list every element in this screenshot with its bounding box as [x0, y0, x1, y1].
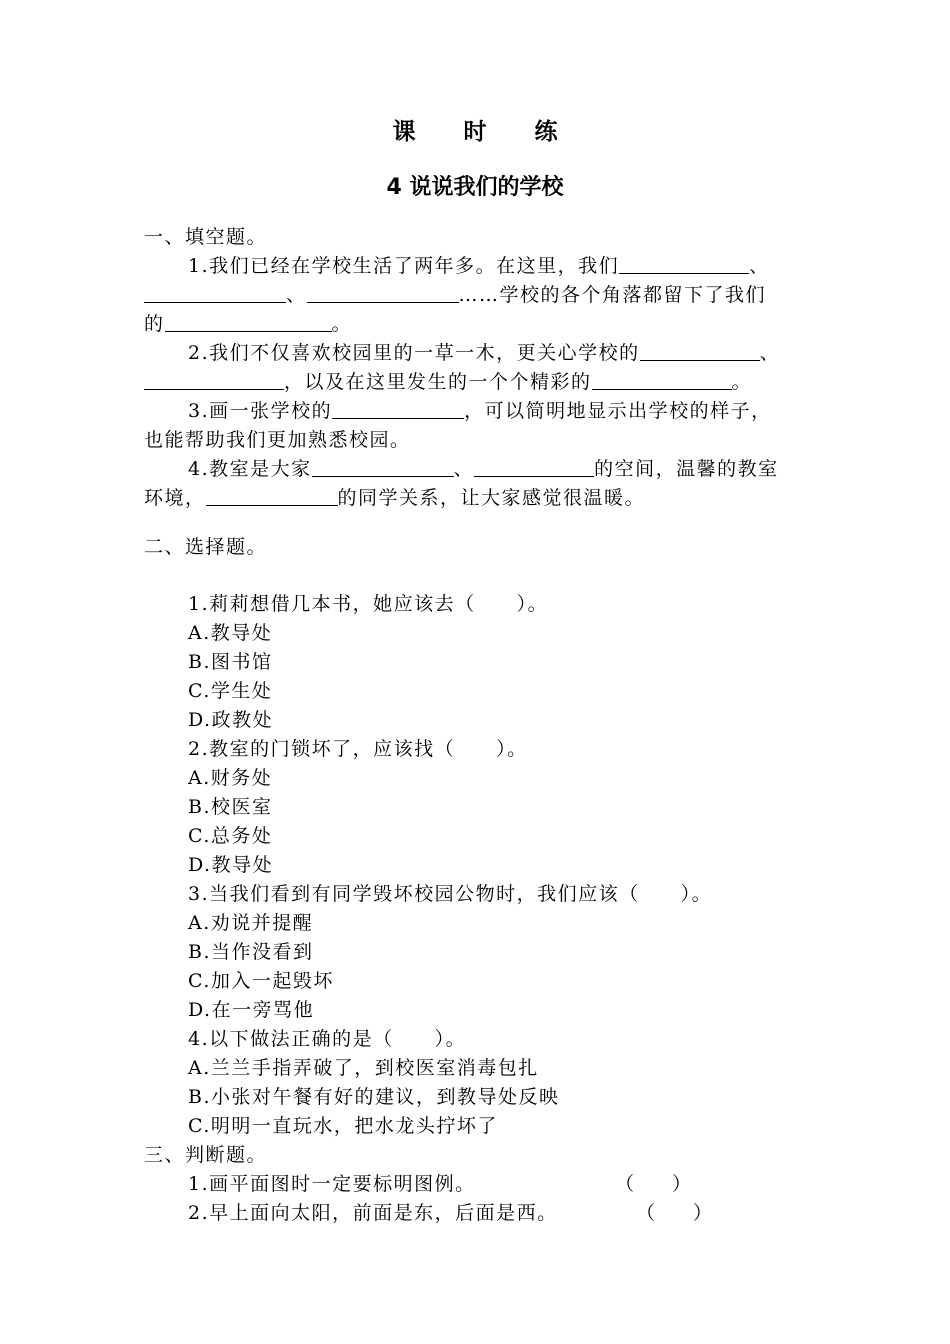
punctuation: 、 [286, 284, 307, 306]
answer-blank[interactable] [144, 282, 286, 303]
choice-option[interactable]: A.兰兰手指弄破了，到校医室消毒包扎 [188, 1057, 539, 1079]
judge-question-2: 2.早上面向太阳，前面是东，后面是西。 [188, 1202, 558, 1224]
fill-question-1-line-2 [144, 281, 766, 310]
question-text: ，可以简明地显示出学校的样子， [464, 400, 772, 422]
choice-question-4-stem: 4.以下做法正确的是（ ）。 [188, 1028, 467, 1050]
choice-question-1-stem: 1.莉莉想借几本书，她应该去（ ）。 [188, 593, 549, 615]
answer-blank[interactable] [332, 398, 464, 419]
choice-option[interactable]: B.校医室 [188, 796, 273, 818]
choice-option[interactable]: A.教导处 [188, 622, 273, 644]
punctuation: 、 [749, 255, 770, 277]
choice-question-3-stem: 3.当我们看到有同学毁坏校园公物时，我们应该（ ）。 [188, 883, 713, 905]
fill-question-4-line-1 [188, 455, 779, 484]
choice-option[interactable]: C.明明一直玩水，把水龙头拧坏了 [188, 1115, 498, 1137]
answer-blank[interactable] [144, 369, 284, 390]
answer-blank[interactable] [165, 311, 332, 332]
section-heading-true-false: 三、判断题。 [144, 1144, 268, 1166]
question-text: 的 [144, 313, 165, 335]
fill-question-1-line-1 [188, 252, 770, 281]
fill-question-2-line-1 [188, 339, 780, 368]
choice-option[interactable]: C.总务处 [188, 825, 273, 847]
answer-blank[interactable] [206, 485, 338, 506]
fill-question-2-line-2 [144, 368, 752, 397]
punctuation: 、 [453, 458, 475, 480]
worksheet-title: 课 时 练 [392, 119, 578, 145]
answer-parentheses[interactable]: （ ） [636, 1202, 713, 1224]
choice-option[interactable]: B.当作没看到 [188, 941, 314, 963]
judge-question-1: 1.画平面图时一定要标明图例。 [188, 1173, 476, 1195]
choice-option[interactable]: D.政教处 [188, 709, 274, 731]
choice-option[interactable]: B.图书馆 [188, 651, 273, 673]
punctuation: 。 [331, 313, 353, 335]
question-text: 的同学关系，让大家感觉很温暖。 [337, 487, 646, 509]
choice-option[interactable]: B.小张对午餐有好的建议，到教导处反映 [188, 1086, 560, 1108]
answer-blank[interactable] [474, 456, 594, 477]
choice-option[interactable]: D.教导处 [188, 854, 274, 876]
answer-blank[interactable] [619, 253, 749, 274]
question-text: ，以及在这里发生的一个个精彩的 [284, 371, 592, 393]
choice-option[interactable]: C.学生处 [188, 680, 273, 702]
section-heading-fill-in: 一、填空题。 [144, 226, 268, 248]
question-text: 1.我们已经在学校生活了两年多。在这里，我们 [188, 255, 620, 277]
answer-blank[interactable] [307, 282, 459, 303]
choice-question-2-stem: 2.教室的门锁坏了，应该找（ ）。 [188, 738, 528, 760]
answer-blank[interactable] [640, 340, 760, 361]
question-text: 4.教室是大家 [188, 458, 312, 480]
fill-question-3-line-1 [188, 397, 772, 426]
question-text: 的空间，温馨的教室 [594, 458, 779, 480]
answer-blank[interactable] [312, 456, 454, 477]
answer-parentheses[interactable]: （ ） [615, 1173, 692, 1195]
question-text: ……学校的各个角落都留下了我们 [458, 284, 767, 306]
punctuation: 。 [731, 371, 753, 393]
question-text: 环境， [144, 487, 206, 509]
punctuation: 、 [759, 342, 781, 364]
choice-option[interactable]: C.加入一起毁坏 [188, 970, 334, 992]
fill-question-1-line-3 [144, 310, 352, 339]
lesson-title: 4 说说我们的学校 [386, 175, 564, 200]
choice-option[interactable]: D.在一旁骂他 [188, 999, 315, 1021]
question-text: 2.我们不仅喜欢校园里的一草一木，更关心学校的 [188, 342, 640, 364]
answer-blank[interactable] [592, 369, 732, 390]
choice-option[interactable]: A.财务处 [188, 767, 273, 789]
fill-question-4-line-2 [144, 484, 645, 513]
question-text: 3.画一张学校的 [188, 400, 333, 422]
fill-question-3-line-2: 也能帮助我们更加熟悉校园。 [144, 429, 411, 451]
section-heading-choice: 二、选择题。 [144, 536, 268, 558]
choice-option[interactable]: A.劝说并提醒 [188, 912, 314, 934]
